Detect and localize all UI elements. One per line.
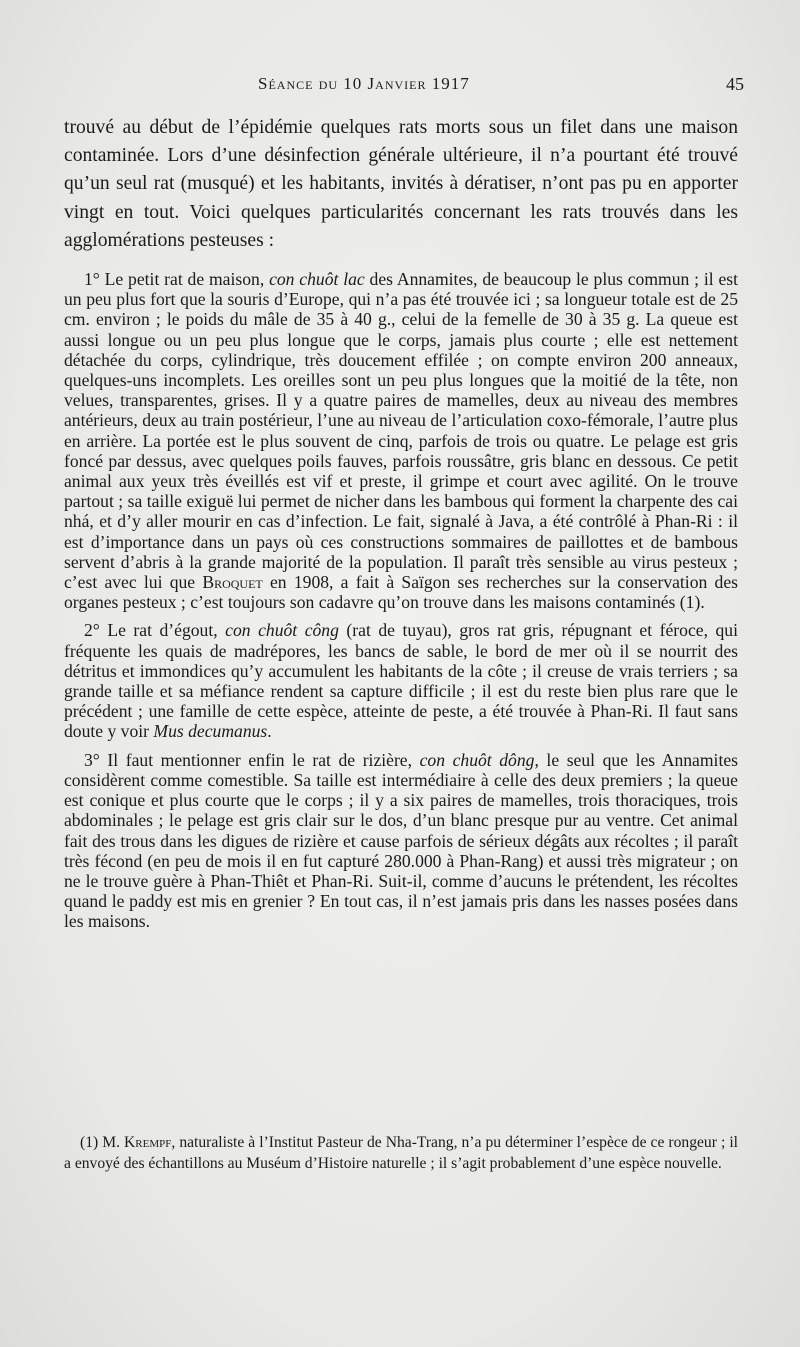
para1-text: en 1908, a fait à Saïgon ses recherches sur la conservation des organes pesteux ; c’est toujours son cadavre qu’on trouve dans les maisons contaminés (1). bbox=[64, 572, 738, 613]
para1-text: des Annamites, de beaucoup le plus commun ; il est un peu plus fort que la souris d’Europe, qui n’a pas été trouvée ici ; sa longueur totale est de 25 cm. environ ; le poids du mâle de 35 à 40 g., celui de la femelle de 30 à 35 g. La queue est aussi longue ou un peu plus longue que le corps, jamais plus courte ; elle est nettement détachée du corps, cylindrique, très doucement effilée ; on compte environ 200 anneaux, quelques-uns incomplets. Les oreilles sont un peu plus longues que la moitié de la tête, non velues, transparentes, grises. Il y a quatre paires de mamelles, deux au niveau des membres antérieurs, deux au train postérieur, l’une au niveau de l’articulation coxo-fémorale, l’autre plus en arrière. La portée est le plus souvent de cinq, parfois de trois ou quatre. Le pelage est gris foncé par dessus, avec quelques poils fauves, parfois roussâtre, gris blanc en dessous. Ce petit animal aux yeux très éveillés est vif et preste, il grimpe et court avec agilité. On le trouve partout ; sa taille exiguë lui permet de nicher dans les bambous qui forment la charpente des cai nhá, et d’y aller mourir en cas d’infection. Le fait, signalé à Java, a été contrôlé à Phan-Ri : il est d’importance dans un pays où ces constructions sommaires de paillottes et de bambous servent d’abris à la grande majorité de la population. Il paraît très sensible au virus pesteux ; c’est avec lui que bbox=[64, 269, 738, 593]
para3-text: , le seul que les Annamites considèrent comme comestible. Sa taille est intermédiaire à celle des deux premiers ; la queue est conique et plus courte que le corps ; il y a six paires de mamelles, trois thoraciques, trois abdominales ; le pelage est gris clair sur le dos, d’un blanc presque pur au ventre. Cet animal fait des trous dans les digues de rizière et cause parfois de sérieux dégâts aux récoltes ; il paraît très fécond (en peu de mois il en fut capturé 280.000 à Phan-Rang) et aussi très migrateur ; on ne le trouve guère à Phan-Thiêt et Phan-Ri. Suit-il, comme d’aucuns le prétendent, les récoltes quand le paddy est mis en grenier ? En tout cas, il n’est jamais pris dans les nasses posées dans les maisons. bbox=[64, 749, 738, 932]
page-number: 45 bbox=[726, 74, 744, 94]
para2-text: . bbox=[267, 721, 272, 742]
body-text bbox=[64, 114, 738, 932]
footnote bbox=[64, 1133, 738, 1174]
lead-paragraph: trouvé au début de l’épidémie quelques rats morts sous un filet dans une maison contaminée. Lors d’une désinfection générale ultérieure, il n’a pourtant été trouvé qu’un seul rat (musqué) et les habitants, invités à dératiser, n’ont pas pu en apporter vingt en tout. Voici quelques particularités concernant les rats trouvés dans les agglomérations pesteuses : bbox=[64, 117, 738, 251]
paragraph-rice-field-rat bbox=[64, 750, 738, 932]
para3-text: 3° Il faut mentionner enfin le rat de rizière, bbox=[84, 749, 420, 770]
footnote-text: , naturaliste à l’Institut Pasteur de Nha-Trang, n’a pu déterminer l’espèce de ce rongeur ; il a envoyé des échantillons au Muséum d’Histoire naturelle ; il s’agit probablement d’une espèce nouvelle. bbox=[64, 1134, 738, 1172]
annamite-name: con chuôt dông bbox=[419, 749, 535, 770]
para2-text: 2° Le rat d’égout, bbox=[84, 620, 226, 641]
paragraph-house-rat bbox=[64, 269, 738, 612]
para1-text: 1° Le petit rat de maison, bbox=[84, 269, 270, 290]
paragraph-sewer-rat bbox=[64, 620, 738, 741]
author-name: Krempf bbox=[124, 1134, 172, 1151]
annamite-name: con chuôt lac bbox=[269, 269, 365, 290]
annamite-name: con chuôt công bbox=[225, 620, 339, 641]
author-name: Broquet bbox=[202, 572, 263, 593]
running-title: Séance du 10 Janvier 1917 bbox=[258, 74, 470, 93]
species-name: Mus decumanus bbox=[153, 721, 268, 742]
para2-text: (rat de tuyau), gros rat gris, répugnant et féroce, qui fréquente les quais de madrépores, les bancs de sable, le bord de mer où il se nourrit des détritus et immondices qu’y accumulent les habitants de la côte ; il creuse de vrais terriers ; sa grande taille et sa méfiance rendent sa capture difficile ; il est du reste bien plus rare que le précédent ; une famille de cette espèce, atteinte de peste, a été trouvée à Phan-Ri. Il faut sans doute y voir bbox=[64, 620, 738, 742]
page-header bbox=[64, 72, 744, 102]
footnote-text: (1) M. bbox=[80, 1134, 125, 1151]
